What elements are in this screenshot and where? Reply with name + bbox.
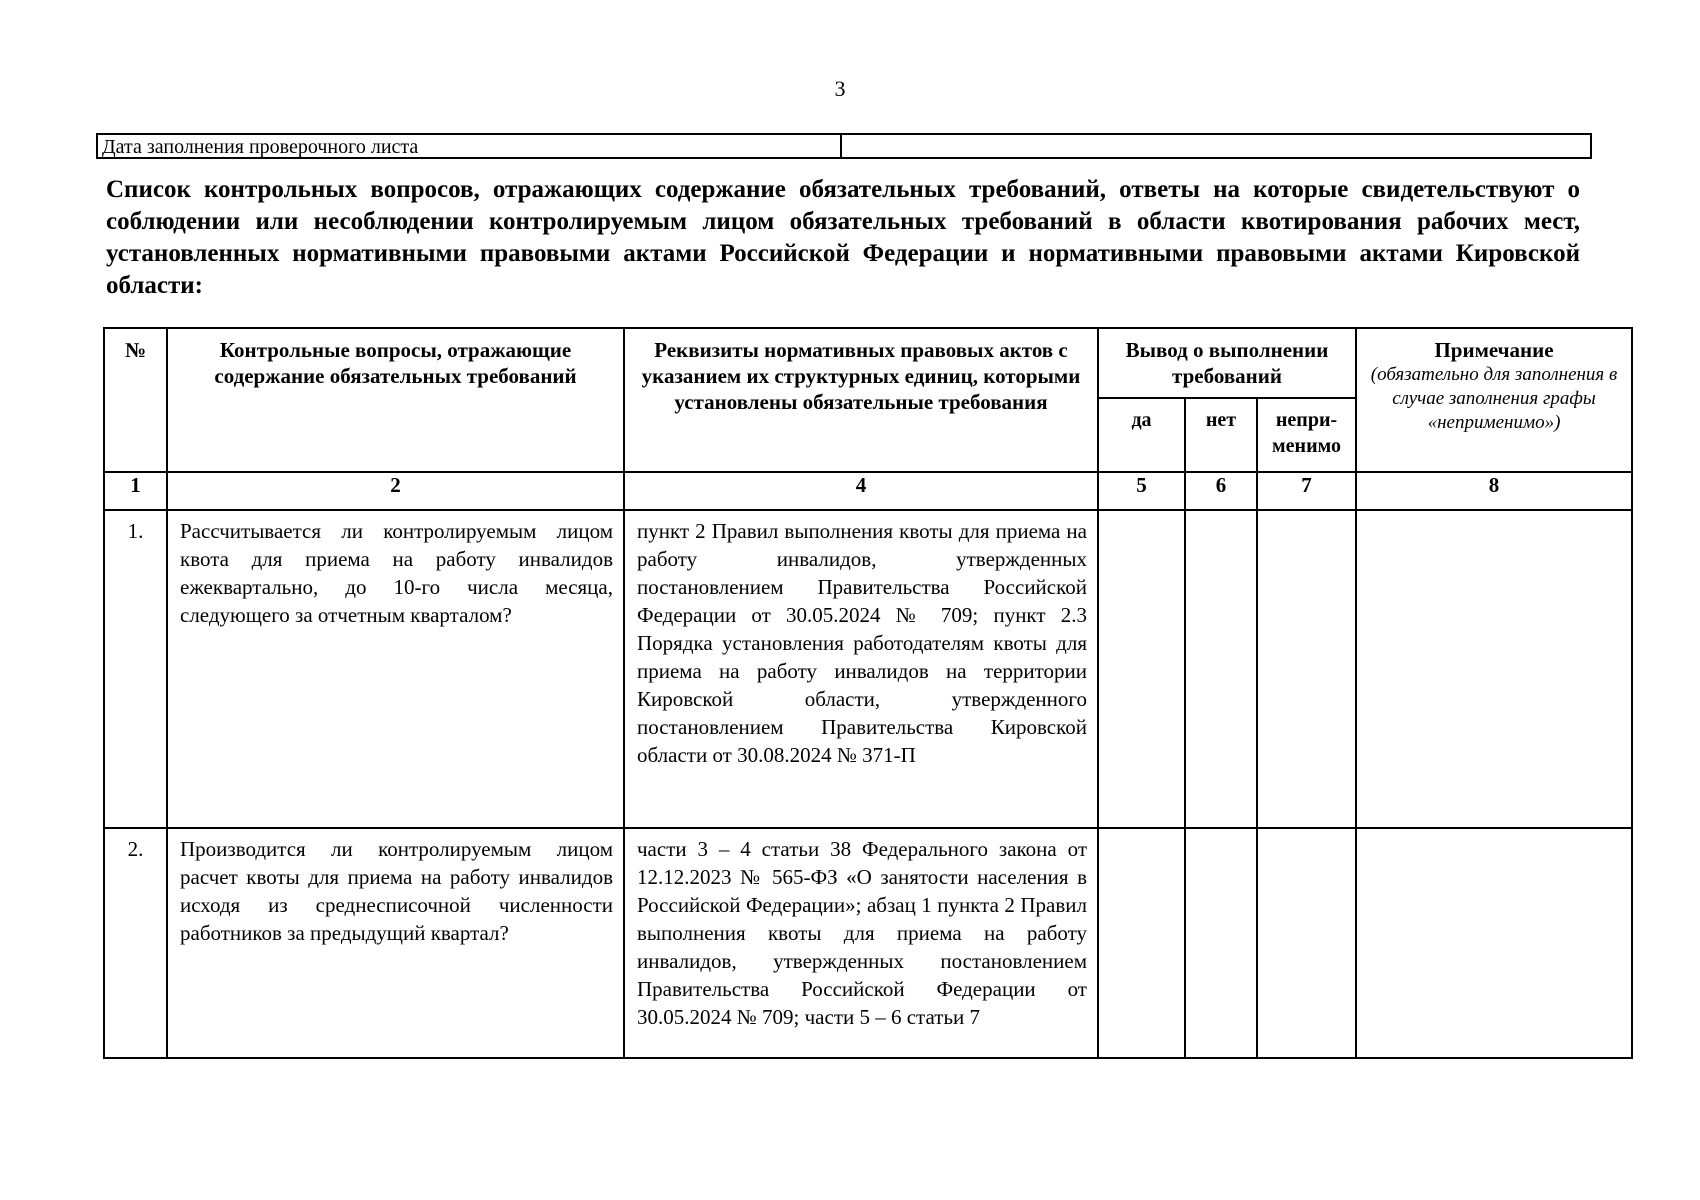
column-number: 8	[1356, 472, 1632, 510]
date-label: Дата заполнения проверочного листа	[98, 135, 842, 157]
column-number: 7	[1257, 472, 1356, 510]
header-conclusion: Вывод о выполнении требований	[1098, 328, 1356, 398]
column-number: 5	[1098, 472, 1185, 510]
header-num: №	[104, 328, 167, 472]
checklist-heading: Список контрольных вопросов, отражающих содержание обязательных требований, ответы на которые свидетельствуют о соблюдении или несоблюдении контролируемым лицом обязательных требований в области квотирования рабочих мест, установленных нормативными правовыми актами Российской Федерации и нормативными правовыми актами Кировской области:	[106, 176, 1580, 299]
column-numbers-row	[104, 472, 1632, 510]
page-number: 3	[834, 76, 846, 101]
column-number: 4	[624, 472, 1098, 510]
date-value-field[interactable]	[842, 135, 1590, 157]
column-number: 1	[104, 472, 167, 510]
header-note-title: Примечание	[1434, 338, 1554, 362]
legal-requisites: части 3 – 4 статьи 38 Федерального закона от 12.12.2023 № 565-ФЗ «О занятости населения в Российской Федерации»; абзац 1 пункта 2 Правил выполнения квоты для приема на работу инвалидов, утвержденных постановлением Правительства Российской Федерации от 30.05.2024 № 709; части 5 – 6 статьи 7	[624, 828, 1098, 1058]
control-question: Производится ли контролируемым лицом расчет квоты для приема на работу инвалидов исходя из среднесписочной численности работников за предыдущий квартал?	[167, 828, 624, 1058]
header-note	[1356, 328, 1632, 472]
header-note-subtitle: (обязательно для заполнения в случае заполнения графы «неприменимо»)	[1370, 364, 1618, 433]
note-cell[interactable]	[1356, 510, 1632, 828]
header-requisites: Реквизиты нормативных правовых актов с указанием их структурных единиц, которыми установлены обязательные требования	[624, 328, 1098, 472]
table-row	[104, 510, 1632, 828]
column-number: 2	[167, 472, 624, 510]
row-number: 2.	[104, 828, 167, 1058]
table-row	[104, 828, 1632, 1058]
header-no: нет	[1185, 398, 1257, 472]
answer-not-applicable-cell[interactable]	[1257, 510, 1356, 828]
answer-yes-cell[interactable]	[1098, 828, 1185, 1058]
answer-no-cell[interactable]	[1185, 828, 1257, 1058]
answer-not-applicable-cell[interactable]	[1257, 828, 1356, 1058]
row-number: 1.	[104, 510, 167, 828]
header-yes: да	[1098, 398, 1185, 472]
date-fill-table	[96, 133, 1592, 159]
column-number: 6	[1185, 472, 1257, 510]
control-question: Рассчитывается ли контролируемым лицом квота для приема на работу инвалидов ежеквартально, до 10-го числа месяца, следующего за отчетным кварталом?	[167, 510, 624, 828]
note-cell[interactable]	[1356, 828, 1632, 1058]
answer-no-cell[interactable]	[1185, 510, 1257, 828]
header-questions: Контрольные вопросы, отражающие содержание обязательных требований	[167, 328, 624, 472]
answer-yes-cell[interactable]	[1098, 510, 1185, 828]
header-not-applicable: непри-менимо	[1257, 398, 1356, 472]
checklist-table	[103, 327, 1633, 1059]
legal-requisites: пункт 2 Правил выполнения квоты для приема на работу инвалидов, утвержденных постановлением Правительства Российской Федерации от 30.05.2024 № 709; пункт 2.3 Порядка установления работодателям квоты для приема на работу инвалидов на территории Кировской области, утвержденного постановлением Правительства Кировской области от 30.08.2024 № 371-П	[624, 510, 1098, 828]
